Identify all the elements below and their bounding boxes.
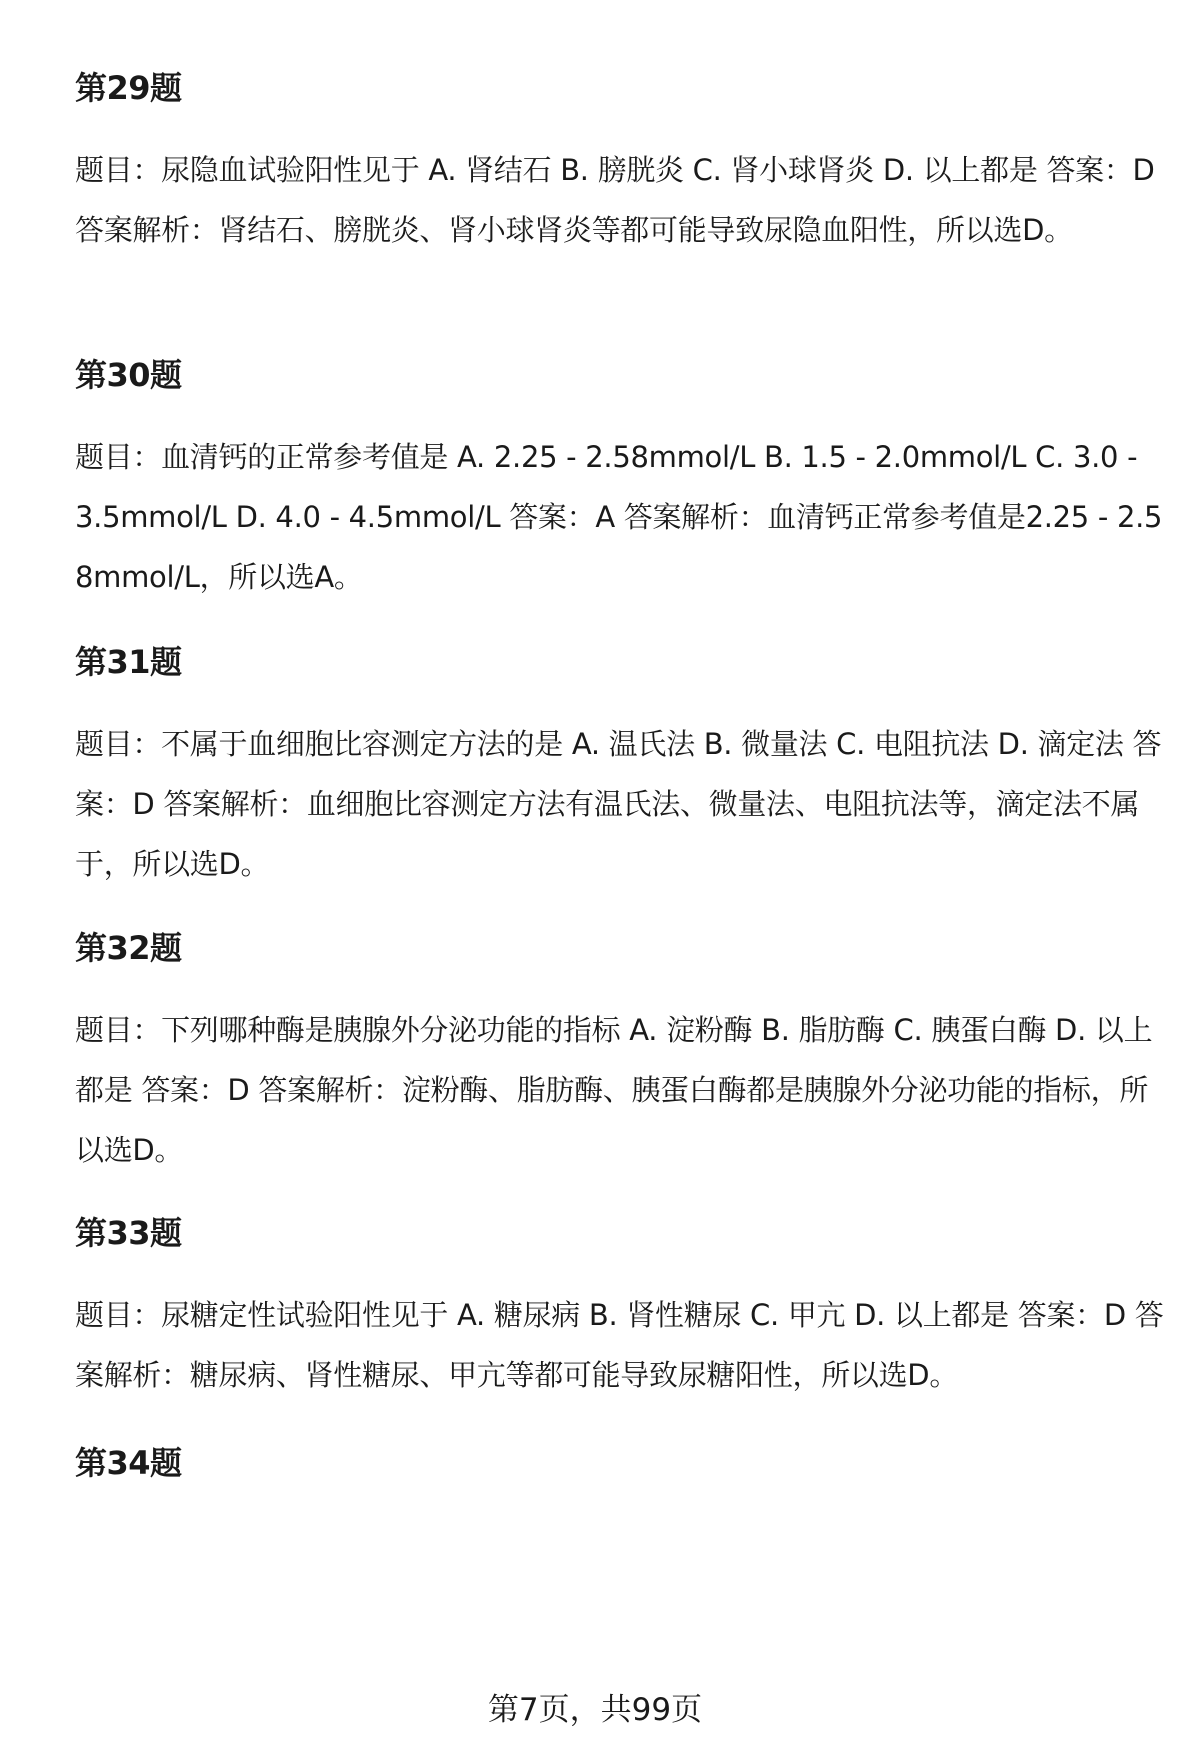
question-30-body: 题目：血清钙的正常参考值是 A. 2.25 - 2.58mmol/L B. 1.5 - 2.0mmol/L C. 3.0 - 3.5mmol/L D. 4.0 - 4.5mmol/L 答案：A 答案解析：血清钙正常参考值是2.25 - 2.58mmol/L，所以选A。 bbox=[75, 440, 1163, 594]
question-32-body: 题目：下列哪种酶是胰腺外分泌功能的指标 A. 淀粉酶 B. 脂肪酶 C. 胰蛋白酶 D. 以上都是 答案：D 答案解析：淀粉酶、脂肪酶、胰蛋白酶都是胰腺外分泌功能的指标，所以选D。 bbox=[75, 1013, 1153, 1167]
question-31-heading: 第31题 bbox=[75, 643, 182, 681]
question-29-body: 题目：尿隐血试验阳性见于 A. 肾结石 B. 膀胱炎 C. 肾小球肾炎 D. 以上都是 答案：D 答案解析：肾结石、膀胱炎、肾小球肾炎等都可能导致尿隐血阳性，所以选D。 bbox=[75, 153, 1155, 247]
question-33-heading: 第33题 bbox=[75, 1214, 182, 1252]
page-number-footer: 第7页，共99页 bbox=[487, 1692, 703, 1728]
question-33-body: 题目：尿糖定性试验阳性见于 A. 糖尿病 B. 肾性糖尿 C. 甲亢 D. 以上都是 答案：D 答案解析：糖尿病、肾性糖尿、甲亢等都可能导致尿糖阳性，所以选D。 bbox=[75, 1298, 1164, 1392]
question-32-heading: 第32题 bbox=[75, 929, 182, 967]
question-34-heading: 第34题 bbox=[75, 1444, 182, 1482]
question-30-heading: 第30题 bbox=[75, 356, 182, 394]
question-31-body: 题目：不属于血细胞比容测定方法的是 A. 温氏法 B. 微量法 C. 电阻抗法 D. 滴定法 答案：D 答案解析：血细胞比容测定方法有温氏法、微量法、电阻抗法等，滴定法不属于，所以选D。 bbox=[75, 727, 1162, 881]
question-29-heading: 第29题 bbox=[75, 69, 182, 107]
